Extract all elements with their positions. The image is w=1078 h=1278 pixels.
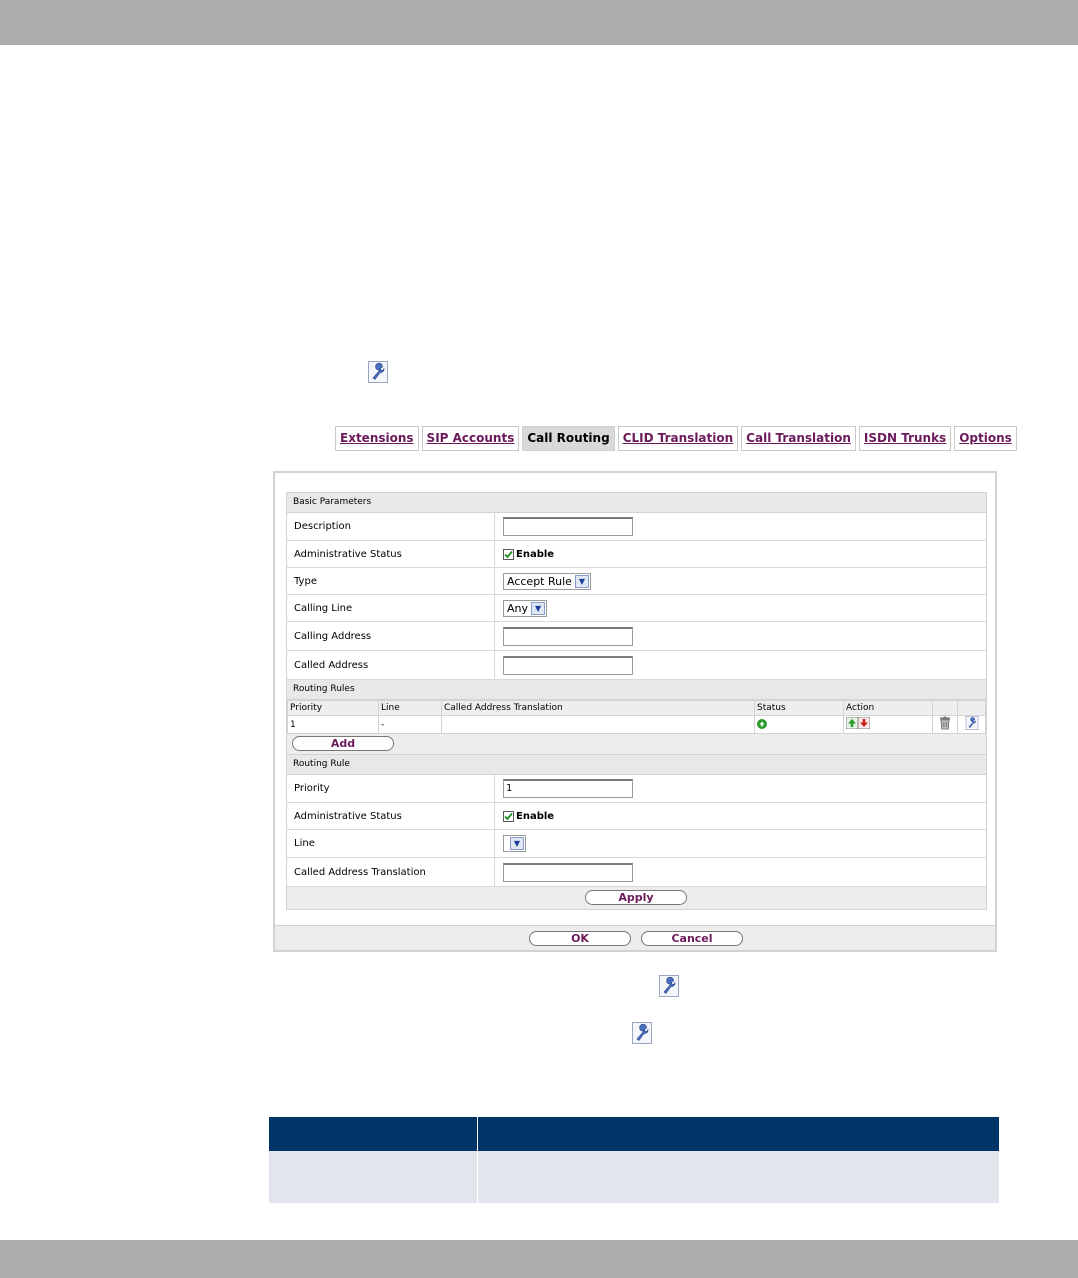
wrench-icon (368, 361, 388, 383)
calling-address-row (287, 622, 986, 651)
admin-status-label: Administrative Status (287, 541, 495, 567)
tab-call-routing[interactable]: Call Routing (522, 426, 614, 451)
type-select[interactable] (503, 573, 591, 590)
translation-row (287, 858, 986, 887)
col-delete (933, 701, 958, 716)
called-address-row (287, 651, 986, 680)
priority-input[interactable]: 1 (503, 779, 633, 798)
routing-rules-table (287, 700, 986, 734)
calling-address-input[interactable] (503, 627, 633, 646)
rule-admin-status-enable-label: Enable (516, 810, 555, 822)
called-address-input[interactable] (503, 656, 633, 675)
tab-extensions[interactable]: Extensions (335, 426, 419, 451)
col-priority: Priority (288, 701, 379, 716)
call-routing-panel (273, 471, 997, 952)
wrench-icon (659, 975, 679, 997)
add-button[interactable]: Add (292, 736, 394, 751)
table-header-row (288, 701, 986, 716)
description-table-header (269, 1117, 999, 1151)
row-status (755, 716, 844, 734)
tab-clid-translation[interactable]: CLID Translation (618, 426, 738, 451)
description-input[interactable] (503, 517, 633, 536)
chevron-down-icon: ▼ (531, 602, 545, 615)
calling-line-label: Calling Line (287, 595, 495, 621)
line-label: Line (287, 830, 495, 857)
translation-label: Called Address Translation (287, 858, 495, 886)
trash-icon[interactable] (938, 716, 952, 733)
tab-isdn-trunks[interactable]: ISDN Trunks (859, 426, 951, 451)
row-action (844, 716, 933, 734)
apply-button[interactable]: Apply (585, 890, 687, 905)
admin-status-checkbox[interactable] (503, 549, 514, 560)
row-translation (442, 716, 755, 734)
rule-admin-status-checkbox[interactable] (503, 811, 514, 822)
col-status: Status (755, 701, 844, 716)
routing-rules-heading: Routing Rules (287, 680, 986, 700)
chevron-down-icon: ▼ (510, 837, 524, 850)
arrow-down-icon[interactable] (858, 717, 870, 732)
row-edit (958, 716, 986, 734)
col-action: Action (844, 701, 933, 716)
page-header-bar (0, 0, 1078, 45)
arrow-up-icon[interactable] (846, 717, 858, 732)
admin-status-enable-label: Enable (516, 548, 555, 560)
calling-line-select[interactable] (503, 600, 547, 617)
calling-line-select-value: Any (507, 601, 529, 615)
col-edit (958, 701, 986, 716)
description-label: Description (287, 513, 495, 540)
description-table (269, 1117, 999, 1203)
admin-status-row (287, 541, 986, 568)
wrench-icon (632, 1022, 652, 1044)
apply-row (287, 887, 986, 909)
routing-rule-heading: Routing Rule (287, 755, 986, 775)
rule-admin-status-row (287, 803, 986, 830)
calling-address-label: Calling Address (287, 622, 495, 650)
chevron-down-icon: ▼ (575, 575, 589, 588)
row-priority: 1 (288, 716, 379, 734)
priority-row (287, 775, 986, 803)
rule-admin-status-label: Administrative Status (287, 803, 495, 829)
dialog-footer (275, 925, 995, 950)
tab-sip-accounts[interactable]: SIP Accounts (422, 426, 520, 451)
row-line: - (379, 716, 442, 734)
calling-line-row (287, 595, 986, 622)
row-delete (933, 716, 958, 734)
priority-label: Priority (287, 775, 495, 802)
description-row (287, 513, 986, 541)
basic-parameters-heading: Basic Parameters (287, 493, 986, 513)
cancel-button[interactable]: Cancel (641, 931, 743, 946)
form-area (286, 492, 987, 910)
type-row (287, 568, 986, 595)
line-row (287, 830, 986, 858)
type-select-value: Accept Rule (507, 574, 572, 588)
called-address-label: Called Address (287, 651, 495, 679)
tab-call-translation[interactable]: Call Translation (741, 426, 856, 451)
line-select[interactable] (503, 835, 526, 852)
tab-bar (335, 426, 1017, 451)
status-active-icon (757, 719, 767, 729)
description-table-row (269, 1151, 999, 1203)
tab-options[interactable]: Options (954, 426, 1017, 451)
translation-input[interactable] (503, 863, 633, 882)
wrench-icon[interactable] (965, 716, 979, 733)
add-row (287, 734, 986, 755)
col-translation: Called Address Translation (442, 701, 755, 716)
col-line: Line (379, 701, 442, 716)
ok-button[interactable]: OK (529, 931, 631, 946)
type-label: Type (287, 568, 495, 594)
table-row (288, 716, 986, 734)
page-footer-bar (0, 1240, 1078, 1278)
